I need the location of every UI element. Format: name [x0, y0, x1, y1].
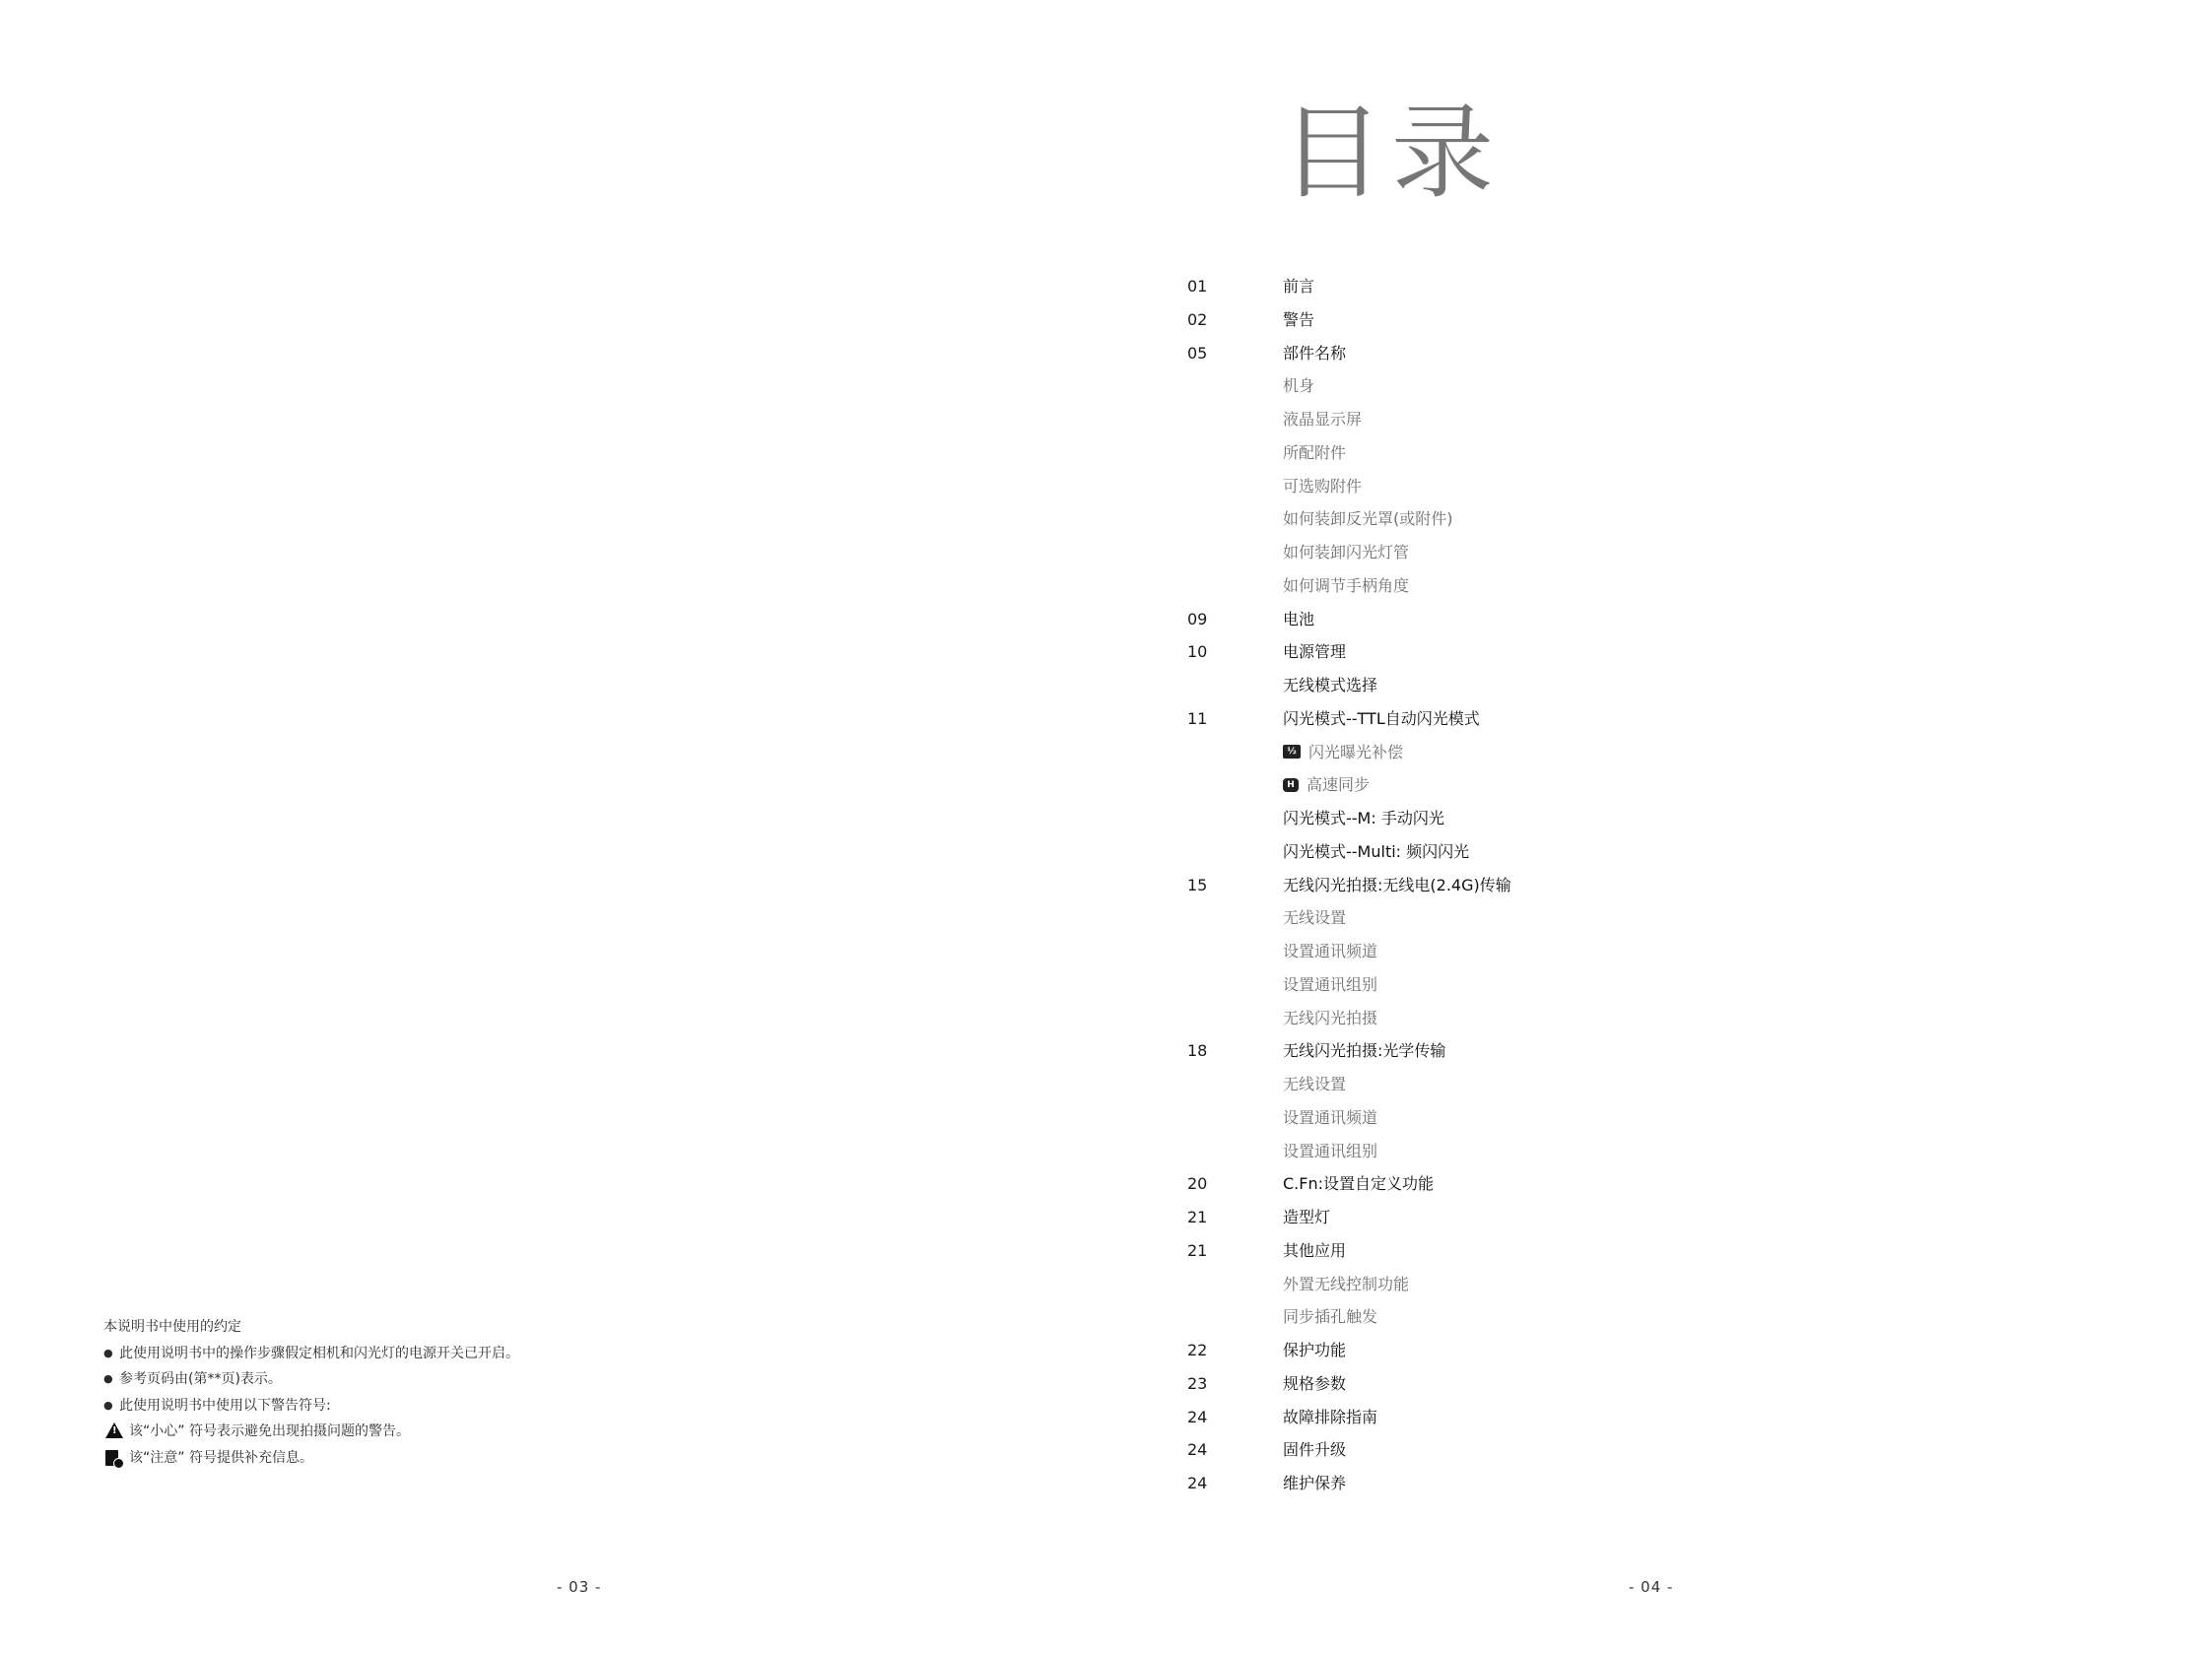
note-icon: [103, 1449, 129, 1467]
toc-label-text: 电池: [1283, 609, 1315, 628]
toc-entry[interactable]: [1187, 1234, 1976, 1268]
toc-page-number: 24: [1187, 1407, 1208, 1426]
toc-label: [1283, 901, 1346, 935]
toc-page-number: 02: [1187, 309, 1208, 329]
toc-entry[interactable]: [1187, 802, 1976, 835]
toc-page-number: 21: [1187, 1208, 1208, 1226]
toc-entry[interactable]: [1187, 869, 1976, 902]
toc-page-number: 21: [1187, 1240, 1208, 1260]
toc-label: [1283, 502, 1453, 536]
toc-page-number: 18: [1187, 1041, 1208, 1061]
toc-label: [1283, 470, 1362, 503]
toc-entry[interactable]: [1187, 502, 1976, 536]
conventions-bullet: ● 参考页码由(第**页)表示。: [103, 1366, 793, 1393]
toc-title: 目录: [1281, 93, 1503, 213]
toc-label-text: 闪光模式--Multi: 频闪闪光: [1283, 841, 1470, 861]
toc-label: [1283, 403, 1362, 436]
toc-label-text: 如何调节手柄角度: [1283, 575, 1410, 595]
toc-label-text: 警告: [1283, 309, 1315, 329]
page-number-left: - 03 -: [557, 1578, 602, 1596]
conventions-heading: 本说明书中使用的约定: [103, 1319, 241, 1335]
table-of-contents: [1187, 270, 1976, 1500]
toc-label: [1283, 569, 1409, 603]
toc-entry[interactable]: [1187, 1034, 1976, 1068]
toc-label-text: 无线闪光拍摄:光学传输: [1283, 1041, 1446, 1061]
toc-label: [1283, 1068, 1346, 1101]
toc-label: [1283, 1101, 1377, 1135]
toc-label: [1283, 270, 1314, 303]
toc-label: [1283, 802, 1444, 835]
toc-label: [1283, 1467, 1346, 1500]
toc-label-text: 可选购附件: [1283, 476, 1363, 496]
toc-label: [1283, 1034, 1445, 1068]
toc-entry[interactable]: [1187, 1401, 1976, 1434]
toc-label: [1283, 835, 1469, 869]
toc-label: [1283, 536, 1409, 569]
toc-label: [1283, 1367, 1346, 1401]
toc-label: [1283, 968, 1377, 1002]
toc-label-text: 故障排除指南: [1283, 1407, 1378, 1426]
conventions-note: [103, 1314, 793, 1471]
right-page: [1106, 0, 2212, 1653]
toc-label: [1283, 1234, 1346, 1268]
warning-symbol-line: ! 该“小心” 符号表示避免出现拍摄问题的警告。: [103, 1419, 793, 1445]
toc-entry[interactable]: [1187, 470, 1976, 503]
toc-label-text: 无线闪光拍摄:无线电(2.4G)传输: [1283, 875, 1511, 894]
toc-entry[interactable]: [1187, 303, 1976, 337]
toc-page-number: 09: [1187, 609, 1208, 628]
toc-label-text: 造型灯: [1283, 1208, 1331, 1226]
toc-label: [1283, 337, 1346, 370]
toc-label-text: 设置通讯组别: [1283, 1141, 1378, 1160]
toc-label-text: 设置通讯频道: [1283, 1107, 1378, 1127]
toc-label-text: 同步插孔触发: [1283, 1307, 1378, 1327]
toc-entry[interactable]: [1187, 1101, 1976, 1135]
toc-page-number: 05: [1187, 343, 1208, 363]
toc-label-text: 维护保养: [1283, 1474, 1347, 1492]
toc-label-text: 无线设置: [1283, 908, 1347, 928]
toc-page-number: 11: [1187, 708, 1208, 728]
toc-label-text: 液晶显示屏: [1283, 410, 1363, 429]
toc-label: [1283, 1300, 1377, 1334]
toc-label-text: 无线设置: [1283, 1075, 1347, 1093]
toc-label-text: 保护功能: [1283, 1341, 1347, 1359]
toc-page-number: 23: [1187, 1373, 1208, 1393]
toc-label: [1283, 603, 1314, 636]
toc-entry[interactable]: [1187, 635, 1976, 669]
toc-label-text: 部件名称: [1283, 343, 1347, 363]
toc-entry[interactable]: [1187, 669, 1976, 702]
toc-label: [1283, 768, 1370, 802]
toc-entry[interactable]: [1187, 436, 1976, 470]
toc-entry[interactable]: [1187, 702, 1976, 736]
toc-label-text: 机身: [1283, 376, 1315, 396]
toc-label: [1283, 1268, 1409, 1301]
toc-label: [1283, 1401, 1377, 1434]
warning-icon: [103, 1422, 129, 1440]
toc-label-text: 无线模式选择: [1283, 676, 1378, 694]
toc-page-number: 10: [1187, 642, 1208, 662]
toc-entry[interactable]: [1187, 337, 1976, 370]
toc-entry[interactable]: [1187, 403, 1976, 436]
toc-label-text: 高速同步: [1307, 775, 1371, 795]
toc-entry[interactable]: [1187, 768, 1976, 802]
conventions-bullet: ● 此使用说明书中使用以下警告符号:: [103, 1393, 793, 1420]
toc-label-text: 如何装卸闪光灯管: [1283, 543, 1410, 562]
toc-entry[interactable]: [1187, 901, 1976, 935]
toc-entry[interactable]: [1187, 935, 1976, 968]
toc-label-text: 闪光模式--M: 手动闪光: [1283, 809, 1444, 827]
toc-label: [1283, 1334, 1346, 1367]
toc-entry[interactable]: [1187, 1167, 1976, 1201]
toc-label: [1283, 303, 1314, 337]
toc-entry[interactable]: [1187, 569, 1976, 603]
toc-entry[interactable]: [1187, 1467, 1976, 1500]
high-speed-sync-icon: H: [1283, 778, 1299, 792]
toc-page-number: 24: [1187, 1474, 1208, 1492]
toc-label-text: 电源管理: [1283, 642, 1347, 662]
toc-entry[interactable]: [1187, 603, 1976, 636]
toc-entry[interactable]: [1187, 1433, 1976, 1467]
toc-entry[interactable]: [1187, 1300, 1976, 1334]
toc-page-number: 24: [1187, 1440, 1208, 1460]
toc-label: [1283, 736, 1403, 769]
toc-label: [1283, 1002, 1377, 1035]
toc-label-text: 如何装卸反光罩(或附件): [1283, 509, 1453, 529]
toc-entry[interactable]: [1187, 1201, 1976, 1234]
toc-label: [1283, 935, 1377, 968]
toc-entry[interactable]: [1187, 1334, 1976, 1367]
toc-label-text: C.Fn:设置自定义功能: [1283, 1174, 1434, 1194]
toc-label-text: 闪光模式--TTL自动闪光模式: [1283, 708, 1480, 728]
toc-label-text: 固件升级: [1283, 1440, 1347, 1460]
toc-label-text: 闪光曝光补偿: [1308, 742, 1404, 761]
flash-exposure-compensation-icon: ½: [1283, 745, 1301, 759]
toc-label-text: 前言: [1283, 277, 1315, 296]
page-number-right: - 04 -: [1629, 1578, 1674, 1596]
toc-entry[interactable]: [1187, 968, 1976, 1002]
toc-entry[interactable]: [1187, 1068, 1976, 1101]
bullet-icon: ●: [103, 1398, 113, 1412]
toc-entry[interactable]: [1187, 536, 1976, 569]
toc-label-text: 设置通讯组别: [1283, 974, 1378, 994]
toc-label-text: 无线闪光拍摄: [1283, 1008, 1378, 1027]
toc-entry[interactable]: [1187, 1002, 1976, 1035]
toc-label: [1283, 869, 1511, 902]
toc-label-text: 其他应用: [1283, 1240, 1347, 1260]
toc-entry[interactable]: [1187, 369, 1976, 403]
toc-label: [1283, 1201, 1330, 1234]
toc-page-number: 01: [1187, 277, 1208, 296]
toc-page-number: 20: [1187, 1174, 1208, 1194]
toc-label: [1283, 702, 1480, 736]
toc-label: [1283, 1167, 1434, 1201]
toc-page-number: 15: [1187, 875, 1208, 894]
toc-label-text: 所配附件: [1283, 442, 1347, 462]
toc-label: [1283, 369, 1314, 403]
toc-entry[interactable]: [1187, 835, 1976, 869]
toc-label: [1283, 669, 1377, 702]
toc-label: [1283, 1433, 1346, 1467]
toc-label-text: 设置通讯频道: [1283, 942, 1378, 960]
toc-entry[interactable]: [1187, 1367, 1976, 1401]
toc-label-text: 外置无线控制功能: [1283, 1274, 1410, 1293]
conventions-bullet: ● 此使用说明书中的操作步骤假定相机和闪光灯的电源开关已开启。: [103, 1341, 793, 1367]
toc-label-text: 规格参数: [1283, 1373, 1347, 1393]
toc-entry[interactable]: [1187, 1135, 1976, 1168]
toc-label: [1283, 436, 1346, 470]
toc-entry[interactable]: [1187, 1268, 1976, 1301]
toc-entry[interactable]: [1187, 270, 1976, 303]
toc-label: [1283, 635, 1346, 669]
toc-label: [1283, 1135, 1377, 1168]
bullet-icon: ●: [103, 1346, 113, 1359]
note-symbol-line: 该“注意” 符号提供补充信息。: [103, 1445, 793, 1472]
toc-entry[interactable]: [1187, 736, 1976, 769]
toc-page-number: 22: [1187, 1341, 1208, 1359]
bullet-icon: ●: [103, 1372, 113, 1385]
